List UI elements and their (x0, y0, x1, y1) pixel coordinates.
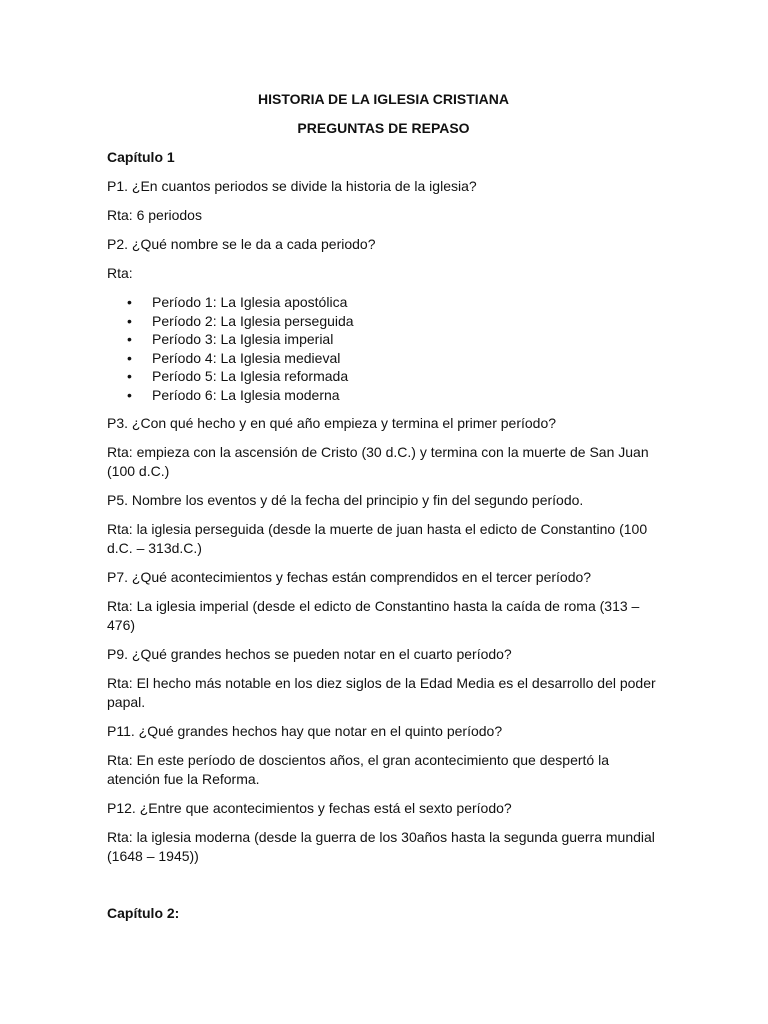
answer-1: Rta: 6 periodos (107, 207, 202, 223)
question-7: P7. ¿Qué acontecimientos y fechas están comprendidos en el tercer período? (107, 569, 592, 585)
document-title: HISTORIA DE LA IGLESIA CRISTIANA (258, 91, 509, 107)
question-12: P12. ¿Entre que acontecimientos y fechas está el sexto período? (107, 800, 512, 816)
answer-11: Rta: En este período de doscientos años, el gran acontecimiento que despertó la atención fue la Reforma. (107, 752, 609, 787)
bullet-icon: • (127, 294, 132, 310)
document-subtitle: PREGUNTAS DE REPASO (297, 120, 470, 136)
question-9: P9. ¿Qué grandes hechos se pueden notar en el cuarto período? (107, 646, 512, 662)
bullet-icon: • (127, 368, 132, 384)
list-item (107, 312, 660, 331)
question-11: P11. ¿Qué grandes hechos hay que notar en el quinto período? (107, 723, 503, 739)
period-label: Período 6: La Iglesia moderna (152, 386, 340, 403)
chapter-2-heading: Capítulo 2: (107, 905, 180, 921)
list-item (107, 293, 660, 312)
period-label: Período 1: La Iglesia apostólica (152, 294, 348, 310)
answer-12: Rta: la iglesia moderna (desde la guerra de los 30años hasta la segunda guerra mundial (1648 – 1945)) (107, 829, 655, 864)
answer-9: Rta: El hecho más notable en los diez siglos de la Edad Media es el desarrollo del poder papal. (107, 675, 656, 710)
period-label: Período 2: La Iglesia perseguida (152, 312, 354, 329)
chapter-1-heading: Capítulo 1 (107, 149, 175, 165)
list-item (107, 386, 660, 405)
periods-list (107, 293, 660, 404)
question-1: P1. ¿En cuantos periodos se divide la historia de la iglesia? (107, 178, 477, 194)
answer-7: Rta: La iglesia imperial (desde el edicto de Constantino hasta la caída de roma (313 – 476) (107, 598, 640, 633)
answer-5: Rta: la iglesia perseguida (desde la muerte de juan hasta el edicto de Constantino (100 d.C. – 313d.C.) (107, 521, 648, 556)
list-item (107, 367, 660, 386)
bullet-icon: • (127, 386, 132, 403)
period-label: Período 3: La Iglesia imperial (152, 331, 334, 347)
period-label: Período 4: La Iglesia medieval (152, 349, 341, 366)
period-label: Período 5: La Iglesia reformada (152, 368, 349, 384)
list-item (107, 330, 660, 349)
question-5: P5. Nombre los eventos y dé la fecha del principio y fin del segundo período. (107, 492, 584, 508)
answer-2: Rta: (107, 265, 133, 281)
bullet-icon: • (127, 349, 132, 366)
answer-3: Rta: empieza con la ascensión de Cristo (30 d.C.) y termina con la muerte de San Juan (100 d.C.) (107, 444, 649, 479)
bullet-icon: • (127, 331, 132, 347)
bullet-icon: • (127, 312, 132, 329)
list-item (107, 349, 660, 368)
question-2: P2. ¿Qué nombre se le da a cada periodo? (107, 236, 376, 252)
question-3: P3. ¿Con qué hecho y en qué año empieza y termina el primer período? (107, 415, 557, 431)
